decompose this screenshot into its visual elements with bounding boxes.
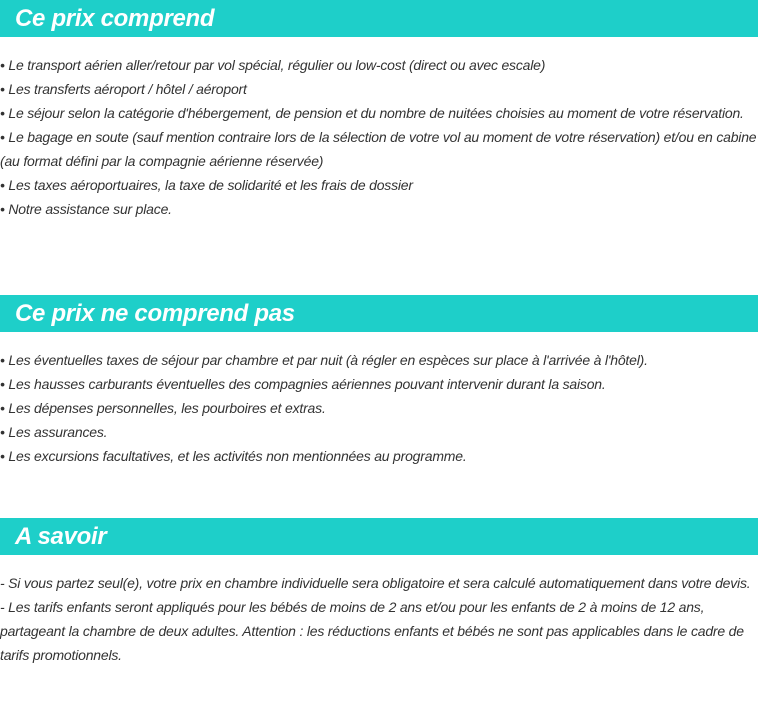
section-price-excludes xyxy=(0,295,758,468)
section-header xyxy=(0,0,758,37)
list-item: • Les transferts aéroport / hôtel / aéroport xyxy=(0,81,247,97)
section-title: Ce prix comprend xyxy=(15,4,215,32)
section-list xyxy=(0,332,758,468)
list-item: • Les taxes aéroportuaires, la taxe de solidarité et les frais de dossier xyxy=(0,177,413,193)
section-title: Ce prix ne comprend pas xyxy=(15,299,295,327)
section-header xyxy=(0,295,758,332)
list-item: - Les tarifs enfants seront appliqués pour les bébés de moins de 2 ans et/ou pour les enfants de 2 à moins de 12 ans, partageant la chambre de deux adultes. Attention : les réductions enfants et bébés ne sont pas applicables dans le cadre de tarifs promotionnels. xyxy=(0,599,744,663)
list-item: • Le séjour selon la catégorie d'hébergement, de pension et du nombre de nuitées choisies au moment de votre réservation. xyxy=(0,105,744,121)
list-item: • Les assurances. xyxy=(0,424,108,440)
list-item: • Les hausses carburants éventuelles des compagnies aériennes pouvant intervenir durant la saison. xyxy=(0,376,606,392)
section-title: A savoir xyxy=(15,522,107,550)
list-item: • Notre assistance sur place. xyxy=(0,201,172,217)
list-item: • Les dépenses personnelles, les pourboires et extras. xyxy=(0,400,326,416)
list-item: • Les éventuelles taxes de séjour par chambre et par nuit (à régler en espèces sur place à l'arrivée à l'hôtel). xyxy=(0,352,648,368)
list-item: • Les excursions facultatives, et les activités non mentionnées au programme. xyxy=(0,448,467,464)
list-item: • Le bagage en soute (sauf mention contraire lors de la sélection de votre vol au moment de votre réservation) et/ou en cabine (au format défini par la compagnie aérienne réservée) xyxy=(0,129,757,169)
section-list xyxy=(0,555,758,667)
list-item: • Le transport aérien aller/retour par vol spécial, régulier ou low-cost (direct ou avec escale) xyxy=(0,57,546,73)
section-price-includes xyxy=(0,0,758,221)
section-to-know xyxy=(0,518,758,667)
section-list xyxy=(0,37,758,221)
section-header xyxy=(0,518,758,555)
list-item: - Si vous partez seul(e), votre prix en chambre individuelle sera obligatoire et sera calculé automatiquement dans votre devis. xyxy=(0,575,751,591)
